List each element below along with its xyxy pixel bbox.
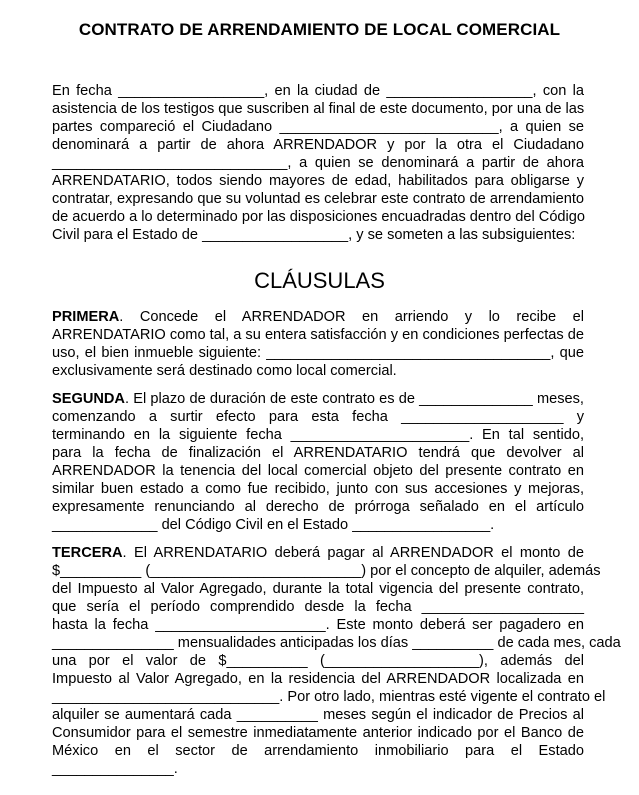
clause-line: alquiler se aumentará cada __________ meses según el indicador de Precios al [52,707,584,723]
clause-line: Impuesto al Valor Agregado, en la residencia del ARRENDADOR localizada en [52,671,584,687]
document-title: CONTRATO DE ARRENDAMIENTO DE LOCAL COMERCIAL [78,20,561,39]
clause-label: TERCERA [52,545,123,561]
intro-line: asistencia de los testigos que suscriben al final de este documento, por una de las [52,101,585,117]
clause-line: del Impuesto al Valor Agregado, durante la total vigencia del presente contrato, [52,581,584,597]
intro-line: contratar, expresando que su voluntad es celebrar este contrato de arrendamiento [52,191,584,207]
clause-line: similar buen estado a como fue recibido, junto con sus accesiones y mejoras, [52,481,584,497]
clause-segunda-first-line: SEGUNDA. El plazo de duración de este contrato es de ______________ meses, [52,391,584,407]
clause-line: $__________ (__________________________) por el concepto de alquiler, además [52,563,601,579]
intro-line: de acuerdo a lo determinado por las disposiciones encuadradas dentro del Código [52,209,586,225]
clause-line: México en el sector de arrendamiento inmobiliario para el Estado [52,743,584,759]
clause-line: ARRENDATARIO como tal, a su entera satisfacción y en condiciones perfectas de [52,327,584,343]
intro-line: denominará a partir de ahora ARRENDADOR y por la otra el Ciudadano [52,137,584,153]
clause-line: ____________________________. Por otro lado, mientras esté vigente el contrato el [52,689,606,705]
clause-line: para la fecha de finalización el ARRENDATARIO tendrá que devolver al [52,445,584,461]
clause-line: uso, el bien inmueble siguiente: ___________________________________, que [52,345,584,361]
clause-line: que sería el período comprendido desde la fecha ____________________ [52,599,584,615]
intro-line: ARRENDATARIO, todos siendo mayores de edad, habilitados para obligarse y [52,173,584,189]
clause-tercera-first-line: TERCERA. El ARRENDATARIO deberá pagar al ARRENDADOR el monto de [52,545,584,561]
intro-line: Civil para el Estado de __________________, y se someten a las subsiguientes: [52,227,576,243]
clause-label: SEGUNDA [52,391,125,407]
clause-label: PRIMERA [52,309,120,325]
intro-line: _____________________________, a quien se denominará a partir de ahora [52,155,584,171]
clause-line: expresamente renunciando al derecho de prórroga señalado en el artículo [52,499,584,515]
clause-line: _____________ del Código Civil en el Estado _________________. [52,517,495,533]
intro-line: En fecha __________________, en la ciudad de __________________, con la [52,83,584,99]
clause-line: comenzando a surtir efecto para esta fecha ____________________ y [52,409,584,425]
clause-primera-first-line: PRIMERA. Concede el ARRENDADOR en arriendo y lo recibe el [52,309,584,325]
clause-line: una por el valor de $__________ (___________________), además del [52,653,584,669]
clausulas-heading: CLÁUSULAS [254,268,385,293]
clause-line: exclusivamente será destinado como local comercial. [52,363,397,379]
clause-line: ARRENDADOR la tenencia del local comercial objeto del presente contrato en [52,463,584,479]
clause-line: Consumidor para el semestre inmediatamente anterior indicado por el Banco de [52,725,584,741]
clause-line: _______________ mensualidades anticipadas los días __________ de cada mes, cada [52,635,621,651]
clause-line: hasta la fecha _____________________. Este monto deberá ser pagadero en [52,617,584,633]
clause-line: terminando en la siguiente fecha ______________________. En tal sentido, [52,427,584,443]
clause-line: _______________. [52,761,178,777]
intro-line: partes compareció el Ciudadano ___________________________, a quien se [52,119,584,135]
